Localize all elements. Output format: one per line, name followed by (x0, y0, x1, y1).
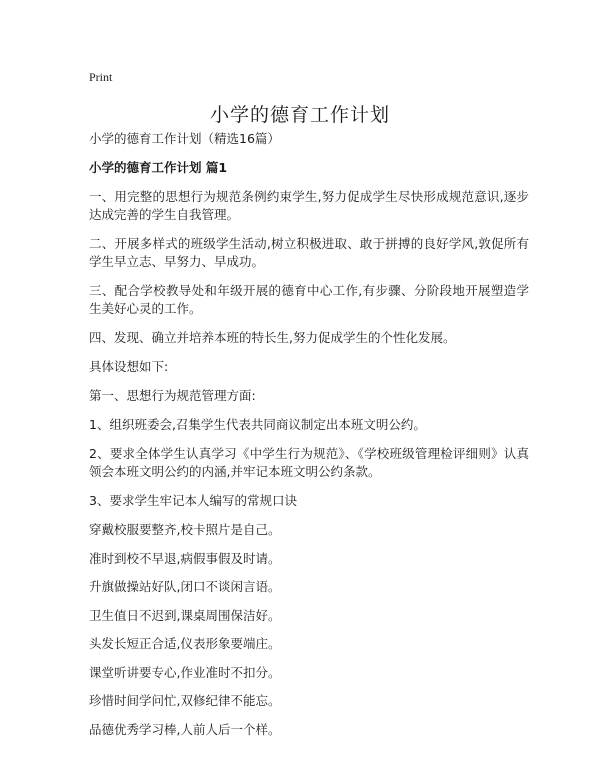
print-link[interactable]: Print (89, 70, 113, 84)
verse-line: 穿戴校服要整齐,校卡照片是自己。 (89, 522, 281, 537)
paragraph: 具体设想如下: (89, 359, 169, 374)
paragraph: 三、配合学校教导处和年级开展的德育中心工作,有步骤、分阶段地开展塑造学生美好心灵的工作。 (89, 283, 529, 316)
verse-line: 品德优秀学习棒,人前人后一个样。 (89, 721, 281, 737)
document-body (89, 130, 529, 749)
verse-line: 升旗做操站好队,闭口不谈闲言语。 (89, 579, 281, 594)
verse-line: 卫生值日不迟到,课桌周围保洁好。 (89, 607, 281, 623)
verse-line: 课堂听讲要专心,作业准时不扣分。 (89, 664, 281, 680)
verse-line: 准时到校不早退,病假事假及时请。 (89, 550, 281, 566)
paragraph: 1、组织班委会,召集学生代表共同商议制定出本班文明公约。 (89, 417, 426, 432)
verse-line: 珍惜时间学问忙,双修纪律不能忘。 (89, 693, 281, 708)
document-subtitle: 小学的德育工作计划（精选16篇） (89, 131, 280, 146)
paragraph: 一、用完整的思想行为规范条例约束学生,努力促成学生尽快形成规范意识,逐步达成完善的学生自我管理。 (89, 189, 529, 222)
verse-line: 头发长短正合适,仪表形象要端庄。 (89, 636, 281, 651)
paragraph: 二、开展多样式的班级学生活动,树立积极进取、敢于拼搏的良好学风,敦促所有学生早立志、早努力、早成功。 (89, 236, 529, 269)
paragraph: 2、要求全体学生认真学习《中学生行为规范》、《学校班级管理检评细则》认真领会本班文明公约的内涵,并牢记本班文明公约条款。 (89, 446, 529, 479)
document-title: 小学的德育工作计划 (209, 104, 390, 126)
section-heading: 小学的德育工作计划 篇1 (89, 160, 228, 175)
paragraph: 四、发现、确立并培养本班的特长生,努力促成学生的个性化发展。 (89, 330, 456, 345)
paragraph: 3、要求学生牢记本人编写的常规口诀 (89, 493, 297, 508)
paragraph: 第一、思想行为规范管理方面: (89, 388, 256, 403)
